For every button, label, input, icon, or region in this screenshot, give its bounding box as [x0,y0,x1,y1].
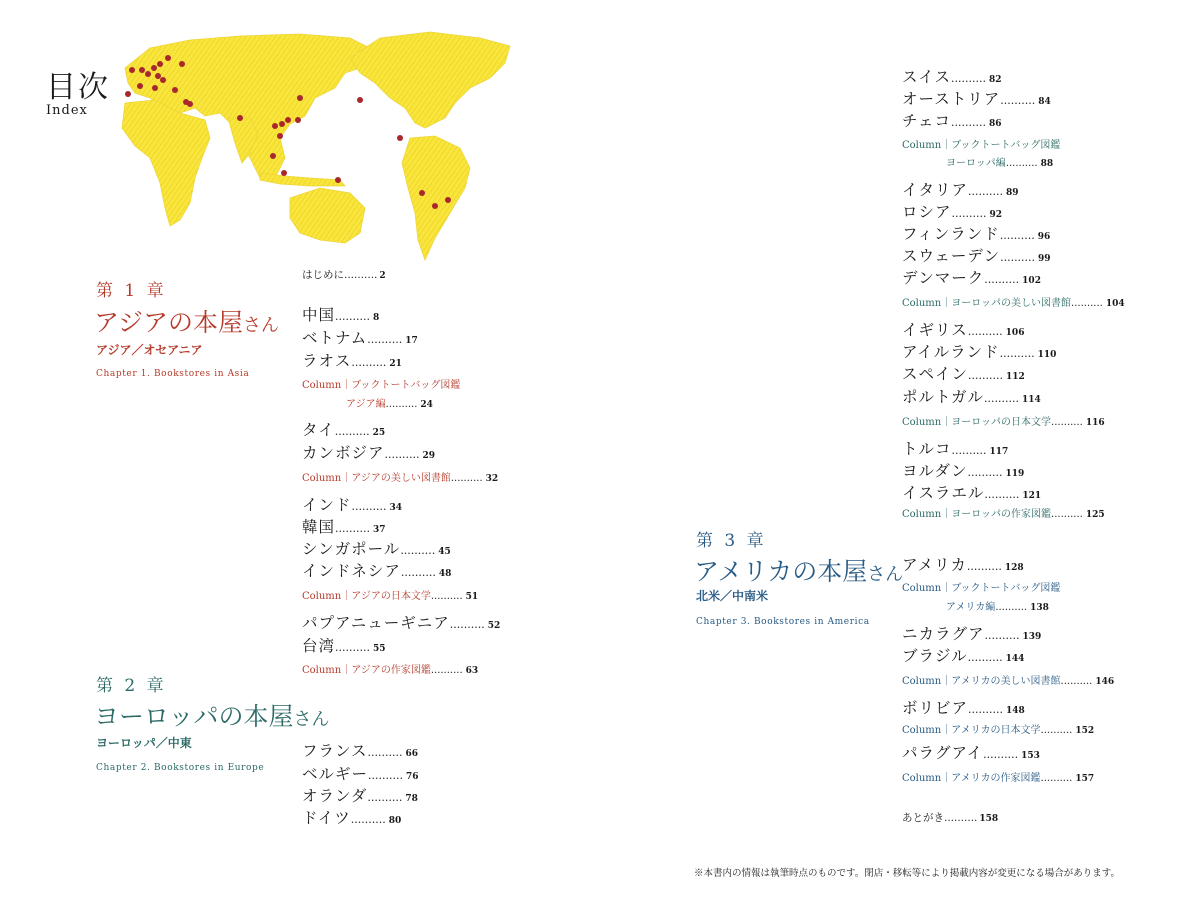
column-entry[interactable]: Column｜アジアの美しい図書館.......... 32 [302,473,499,484]
toc-entry[interactable]: ラオス.......... 21 [302,352,402,370]
map-pin [145,71,151,77]
map-pin [272,123,278,129]
toc-entry[interactable]: デンマーク.......... 102 [902,269,1041,287]
toc-entry[interactable]: パラグアイ.......... 153 [902,744,1040,762]
toc-entry[interactable]: アイルランド.......... 110 [902,343,1057,361]
toc-entry[interactable]: 中国.......... 8 [302,306,380,324]
north-america-shape [350,32,510,128]
column-entry[interactable]: Column｜アメリカの作家図鑑.......... 157 [902,773,1095,784]
chapter2-title: ヨーロッパの本屋さん [94,702,330,731]
map-pin [129,67,135,73]
africa-shape [122,100,210,226]
toc-entry[interactable]: オーストリア.......... 84 [902,90,1051,108]
map-pin [179,61,185,67]
toc-entry[interactable]: イタリア.......... 89 [902,181,1019,199]
map-pin [295,117,301,123]
toc-entry[interactable]: スペイン.......... 112 [902,365,1025,383]
page-title: 目次 [46,70,110,105]
map-pin [137,83,143,89]
toc-entry[interactable]: フィンランド.......... 96 [902,225,1051,243]
toc-entry-intro[interactable]: はじめに.......... 2 [302,269,386,281]
toc-entry[interactable]: シンガポール.......... 45 [302,540,451,558]
map-pin [277,133,283,139]
indonesia-shape [260,173,345,186]
column-entry[interactable]: Column｜ブックトートバッグ図鑑 [902,583,1061,594]
world-map-illustration [110,28,520,278]
toc-entry[interactable]: フランス.......... 66 [302,742,419,760]
map-pin [187,101,193,107]
toc-entry[interactable]: スイス.......... 82 [902,68,1002,86]
map-pin [281,170,287,176]
toc-entry[interactable]: ドイツ.......... 80 [302,809,402,827]
map-pin [445,197,451,203]
toc-entry[interactable]: ブラジル.......... 144 [902,647,1025,665]
map-pin [357,97,363,103]
map-pin [285,117,291,123]
chapter1-region: アジア／オセアニア [96,343,203,357]
map-pin [125,91,131,97]
map-pin [279,121,285,127]
chapter3-region: 北米／中南米 [696,589,769,603]
map-pin [152,85,158,91]
map-pin [160,77,166,83]
toc-entry[interactable]: チェコ.......... 86 [902,112,1002,130]
chapter2-region: ヨーロッパ／中東 [96,736,192,750]
toc-entry[interactable]: トルコ.......... 117 [902,440,1009,458]
chapter3-number: 第 3 章 [696,531,767,551]
footnote: ※本書内の情報は執筆時点のものです。閉店・移転等により掲載内容が変更になる場合があります。 [694,868,1120,879]
toc-entry[interactable]: ロシア.......... 92 [902,203,1003,221]
map-pin [270,153,276,159]
map-pin [157,61,163,67]
chapter2-number: 第 2 章 [96,676,167,696]
toc-entry[interactable]: アメリカ.......... 128 [902,556,1024,574]
map-pin [165,55,171,61]
column-entry[interactable]: Column｜アメリカの日本文学.......... 152 [902,725,1095,736]
map-pin [419,190,425,196]
column-entry[interactable]: Column｜アジアの作家図鑑.......... 63 [302,665,479,676]
column-entry-sub[interactable]: アジア編.......... 24 [346,399,433,410]
column-entry[interactable]: Column｜ヨーロッパの作家図鑑.......... 125 [902,509,1105,520]
map-pin [397,135,403,141]
map-pin [237,115,243,121]
chapter2-english: Chapter 2. Bookstores in Europe [96,763,265,773]
toc-entry[interactable]: スウェーデン.......... 99 [902,247,1051,265]
chapter3-title: アメリカの本屋さん [694,557,904,586]
toc-entry[interactable]: インド.......... 34 [302,496,403,514]
toc-entry[interactable]: ポルトガル.......... 114 [902,388,1041,406]
map-pin [432,203,438,209]
australia-shape [290,188,365,243]
toc-entry[interactable]: ヨルダン.......... 119 [902,462,1025,480]
chapter3-english: Chapter 3. Bookstores in America [696,617,870,627]
map-pin [297,95,303,101]
chapter1-english: Chapter 1. Bookstores in Asia [96,369,250,379]
toc-entry[interactable]: イスラエル.......... 121 [902,484,1042,502]
chapter1-title: アジアの本屋さん [94,308,280,337]
south-america-shape [402,136,470,260]
toc-entry[interactable]: ニカラグア.......... 139 [902,625,1042,643]
column-entry[interactable]: Column｜アジアの日本文学.......... 51 [302,591,479,602]
map-pin [172,87,178,93]
toc-entry[interactable]: オランダ.......... 78 [302,787,418,805]
toc-entry[interactable]: パプアニューギニア.......... 52 [302,614,501,632]
column-entry-sub[interactable]: アメリカ編.......... 138 [946,602,1049,613]
column-entry[interactable]: Column｜ブックトートバッグ図鑑 [902,140,1061,151]
column-entry-sub[interactable]: ヨーロッパ編.......... 88 [946,158,1054,169]
toc-entry[interactable]: ボリビア.......... 148 [902,699,1025,717]
toc-entry-afterword[interactable]: あとがき.......... 158 [902,812,999,824]
toc-entry[interactable]: ベトナム.......... 17 [302,329,418,347]
page-subtitle: Index [46,103,88,118]
column-entry[interactable]: Column｜ヨーロッパの美しい図書館.......... 104 [902,298,1125,309]
toc-entry[interactable]: タイ.......... 25 [302,421,386,439]
column-entry[interactable]: Column｜アメリカの美しい図書館.......... 146 [902,676,1115,687]
toc-entry[interactable]: イギリス.......... 106 [902,321,1025,339]
column-entry[interactable]: Column｜ヨーロッパの日本文学.......... 116 [902,417,1105,428]
map-pin [151,65,157,71]
toc-entry[interactable]: インドネシア.......... 48 [302,562,452,580]
toc-entry[interactable]: 韓国.......... 37 [302,518,386,536]
map-pin [139,67,145,73]
map-pin [155,73,161,79]
column-entry[interactable]: Column｜ブックトートバッグ図鑑 [302,380,461,391]
chapter1-number: 第 1 章 [96,281,167,301]
toc-entry[interactable]: ベルギー.......... 76 [302,765,419,783]
toc-entry[interactable]: 台湾.......... 55 [302,637,386,655]
toc-entry[interactable]: カンボジア.......... 29 [302,444,436,462]
map-pin [335,177,341,183]
